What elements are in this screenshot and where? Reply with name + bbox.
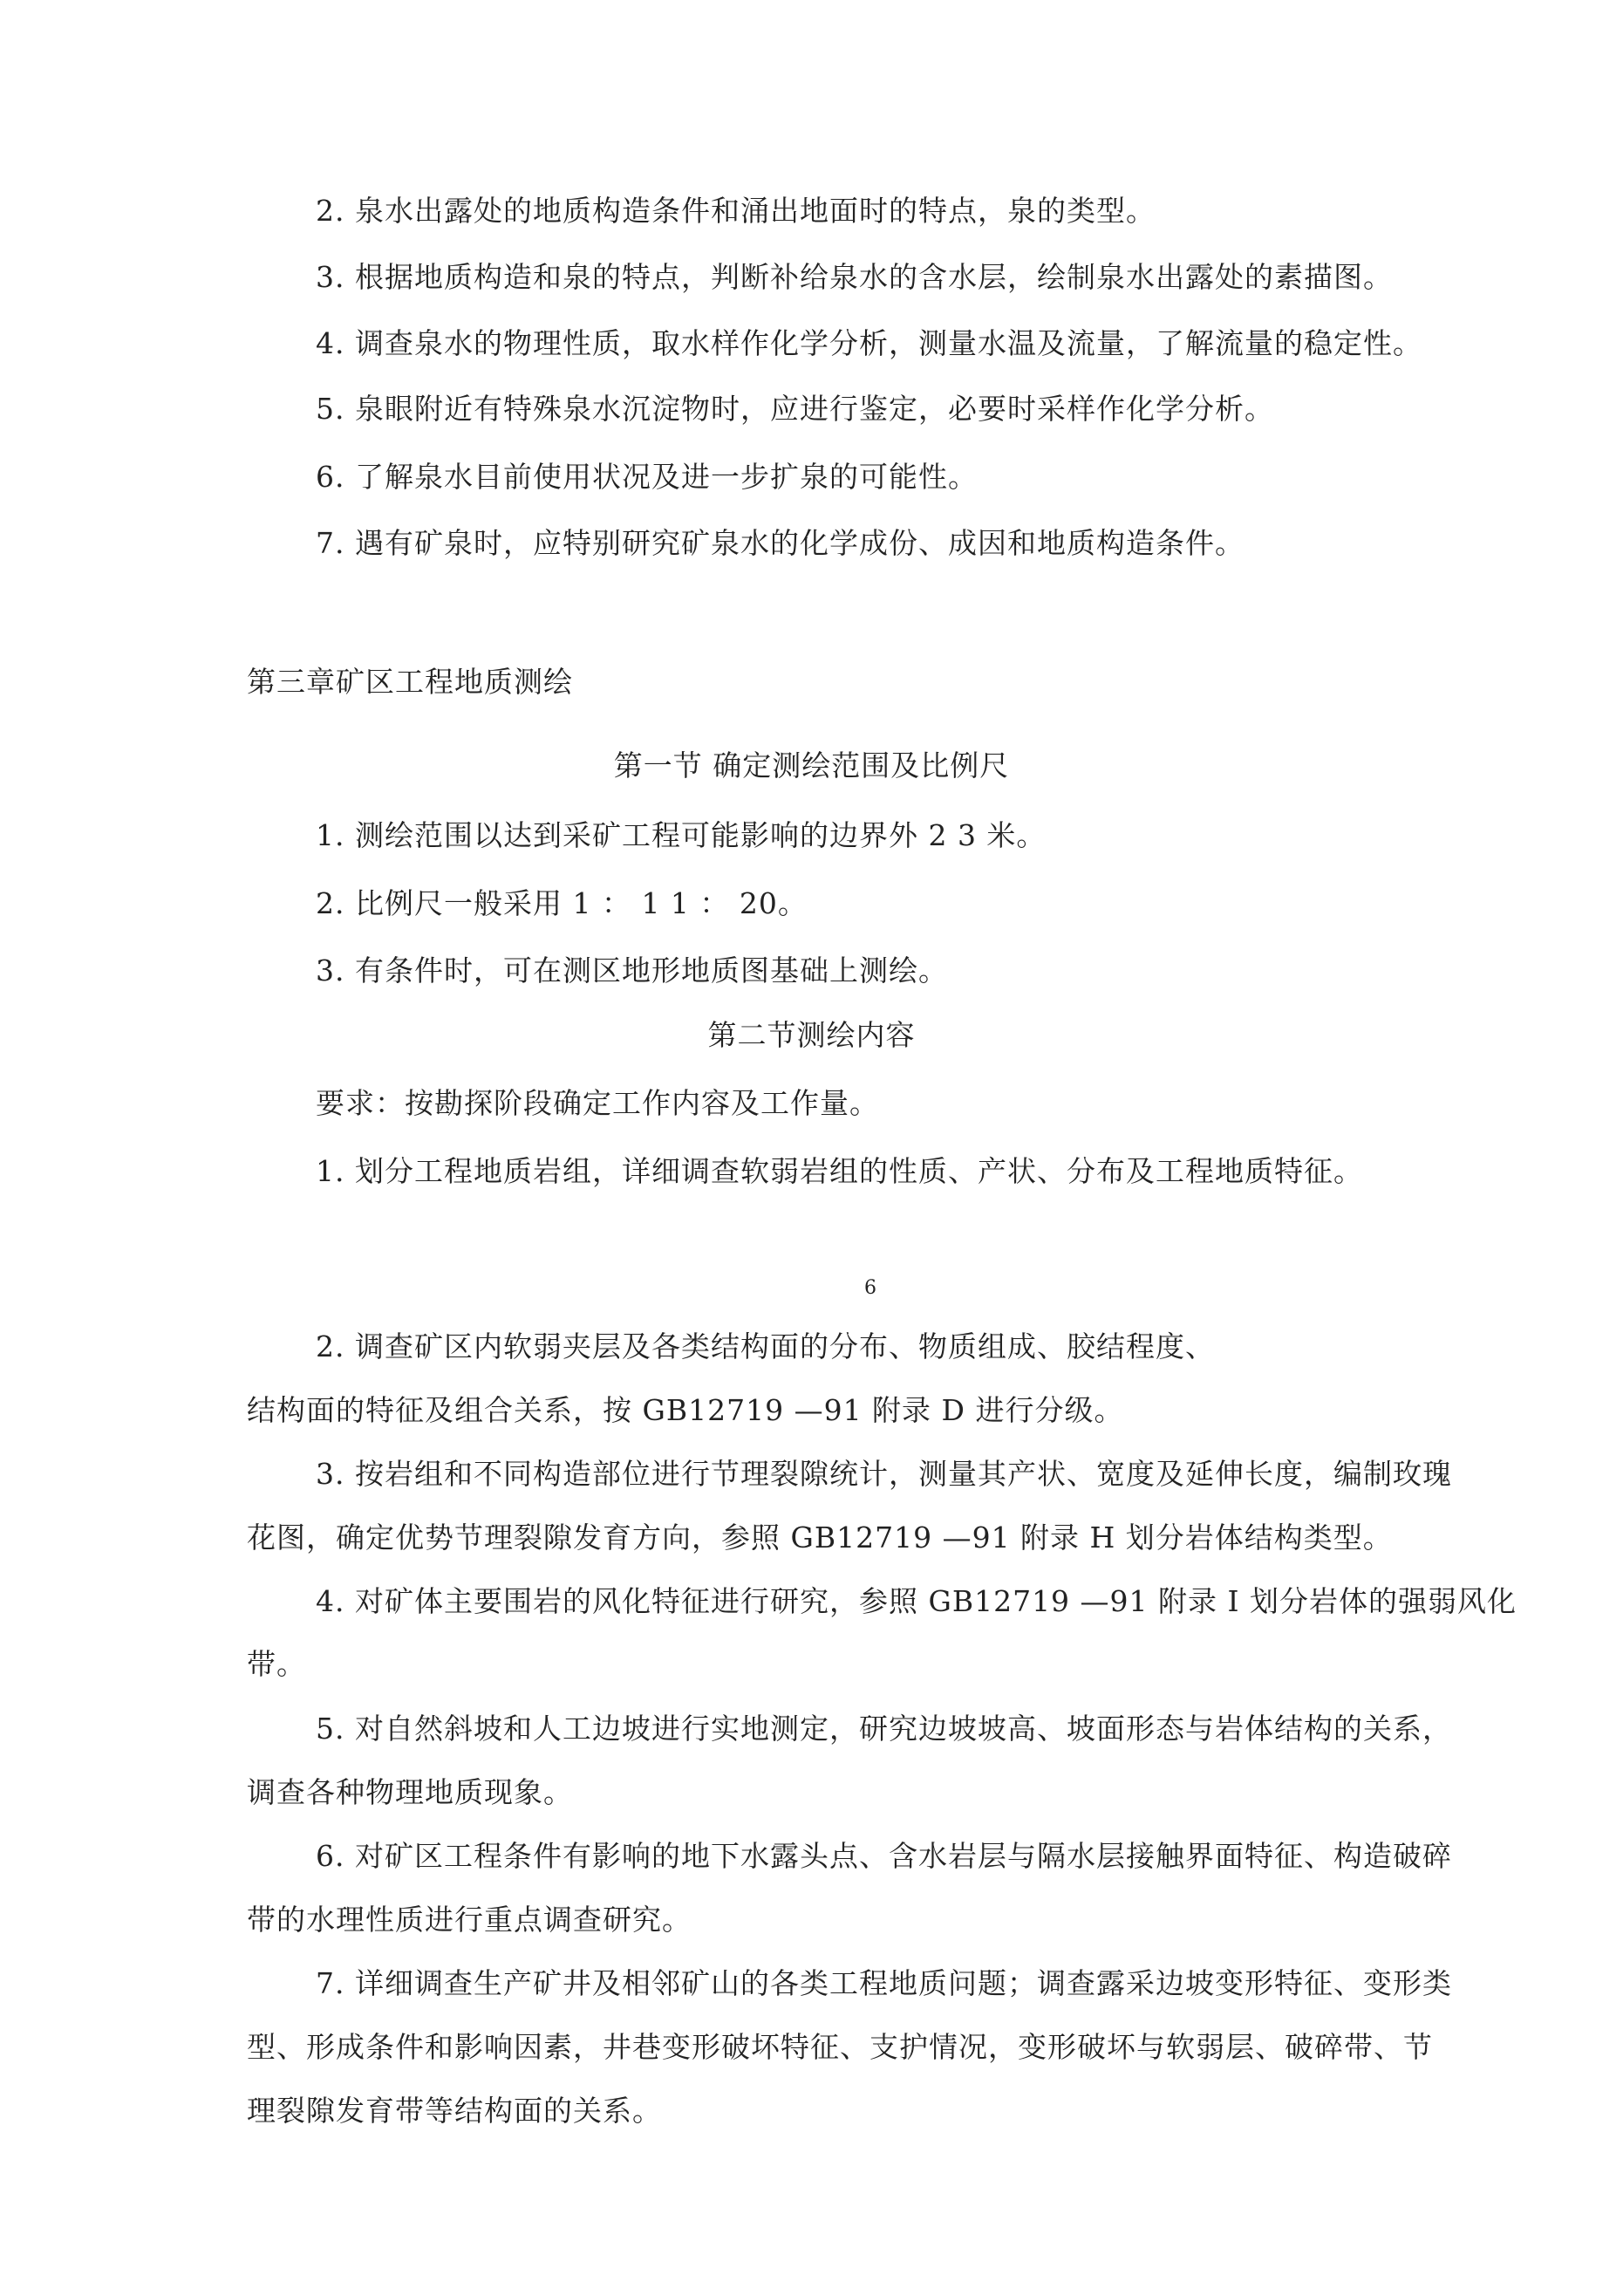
section1-item-1: 1. 测绘范围以达到采矿工程可能影响的边界外 2 3 米。 — [316, 818, 1047, 852]
item-2-line-2: 结构面的特征及组合关系，按 GB12719 —91 附录 D 进行分级。 — [247, 1393, 1124, 1427]
page-number: 6 — [864, 1277, 876, 1299]
spring-item-6: 6. 了解泉水目前使用状况及进一步扩泉的可能性。 — [316, 460, 978, 494]
item-2-line-1: 2. 调查矿区内软弱夹层及各类结构面的分布、物质组成、胶结程度、 — [316, 1329, 1215, 1363]
chapter-title: 第三章矿区工程地质测绘 — [247, 665, 573, 699]
section2-requirement: 要求：按勘探阶段确定工作内容及工作量。 — [316, 1086, 879, 1120]
item-5-line-1: 5. 对自然斜坡和人工边坡进行实地测定，研究边坡坡高、坡面形态与岩体结构的关系， — [316, 1712, 1452, 1746]
item-7-line-1: 7. 详细调查生产矿井及相邻矿山的各类工程地质问题；调查露采边坡变形特征、变形类 — [316, 1966, 1452, 2000]
item-7-line-3: 理裂隙发育带等结构面的关系。 — [247, 2094, 662, 2128]
item-3-line-2: 花图，确定优势节理裂隙发育方向，参照 GB12719 —91 附录 H 划分岩体结构类型。 — [247, 1520, 1393, 1555]
spring-item-4: 4. 调查泉水的物理性质，取水样作化学分析，测量水温及流量，了解流量的稳定性。 — [316, 326, 1422, 360]
spring-item-7: 7. 遇有矿泉时，应特别研究矿泉水的化学成份、成因和地质构造条件。 — [316, 526, 1245, 560]
section1-item-2: 2. 比例尺一般采用 1 ： 1 1 ： 20。 — [316, 886, 808, 920]
spring-item-5: 5. 泉眼附近有特殊泉水沉淀物时，应进行鉴定，必要时采样作化学分析。 — [316, 392, 1274, 426]
item-6-line-1: 6. 对矿区工程条件有影响的地下水露头点、含水岩层与隔水层接触界面特征、构造破碎 — [316, 1839, 1452, 1873]
spring-item-2: 2. 泉水出露处的地质构造条件和涌出地面时的特点，泉的类型。 — [316, 194, 1156, 228]
item-3-line-1: 3. 按岩组和不同构造部位进行节理裂隙统计，测量其产状、宽度及延伸长度，编制玫瑰 — [316, 1457, 1452, 1491]
section2-title: 第二节测绘内容 — [707, 1018, 916, 1052]
section1-title: 第一节 确定测绘范围及比例尺 — [613, 748, 1010, 782]
section2-item-1: 1. 划分工程地质岩组，详细调查软弱岩组的性质、产状、分布及工程地质特征。 — [316, 1154, 1363, 1188]
item-6-line-2: 带的水理性质进行重点调查研究。 — [247, 1903, 692, 1937]
section1-item-3: 3. 有条件时，可在测区地形地质图基础上测绘。 — [316, 953, 948, 987]
item-4-line-1: 4. 对矿体主要围岩的风化特征进行研究，参照 GB12719 —91 附录 I 划分岩体的强弱风化 — [316, 1584, 1517, 1618]
item-4-line-2: 带。 — [247, 1647, 306, 1681]
item-7-line-2: 型、形成条件和影响因素，井巷变形破坏特征、支护情况，变形破坏与软弱层、破碎带、节 — [247, 2030, 1433, 2064]
item-5-line-2: 调查各种物理地质现象。 — [247, 1775, 573, 1809]
spring-item-3: 3. 根据地质构造和泉的特点，判断补给泉水的含水层，绘制泉水出露处的素描图。 — [316, 260, 1393, 294]
